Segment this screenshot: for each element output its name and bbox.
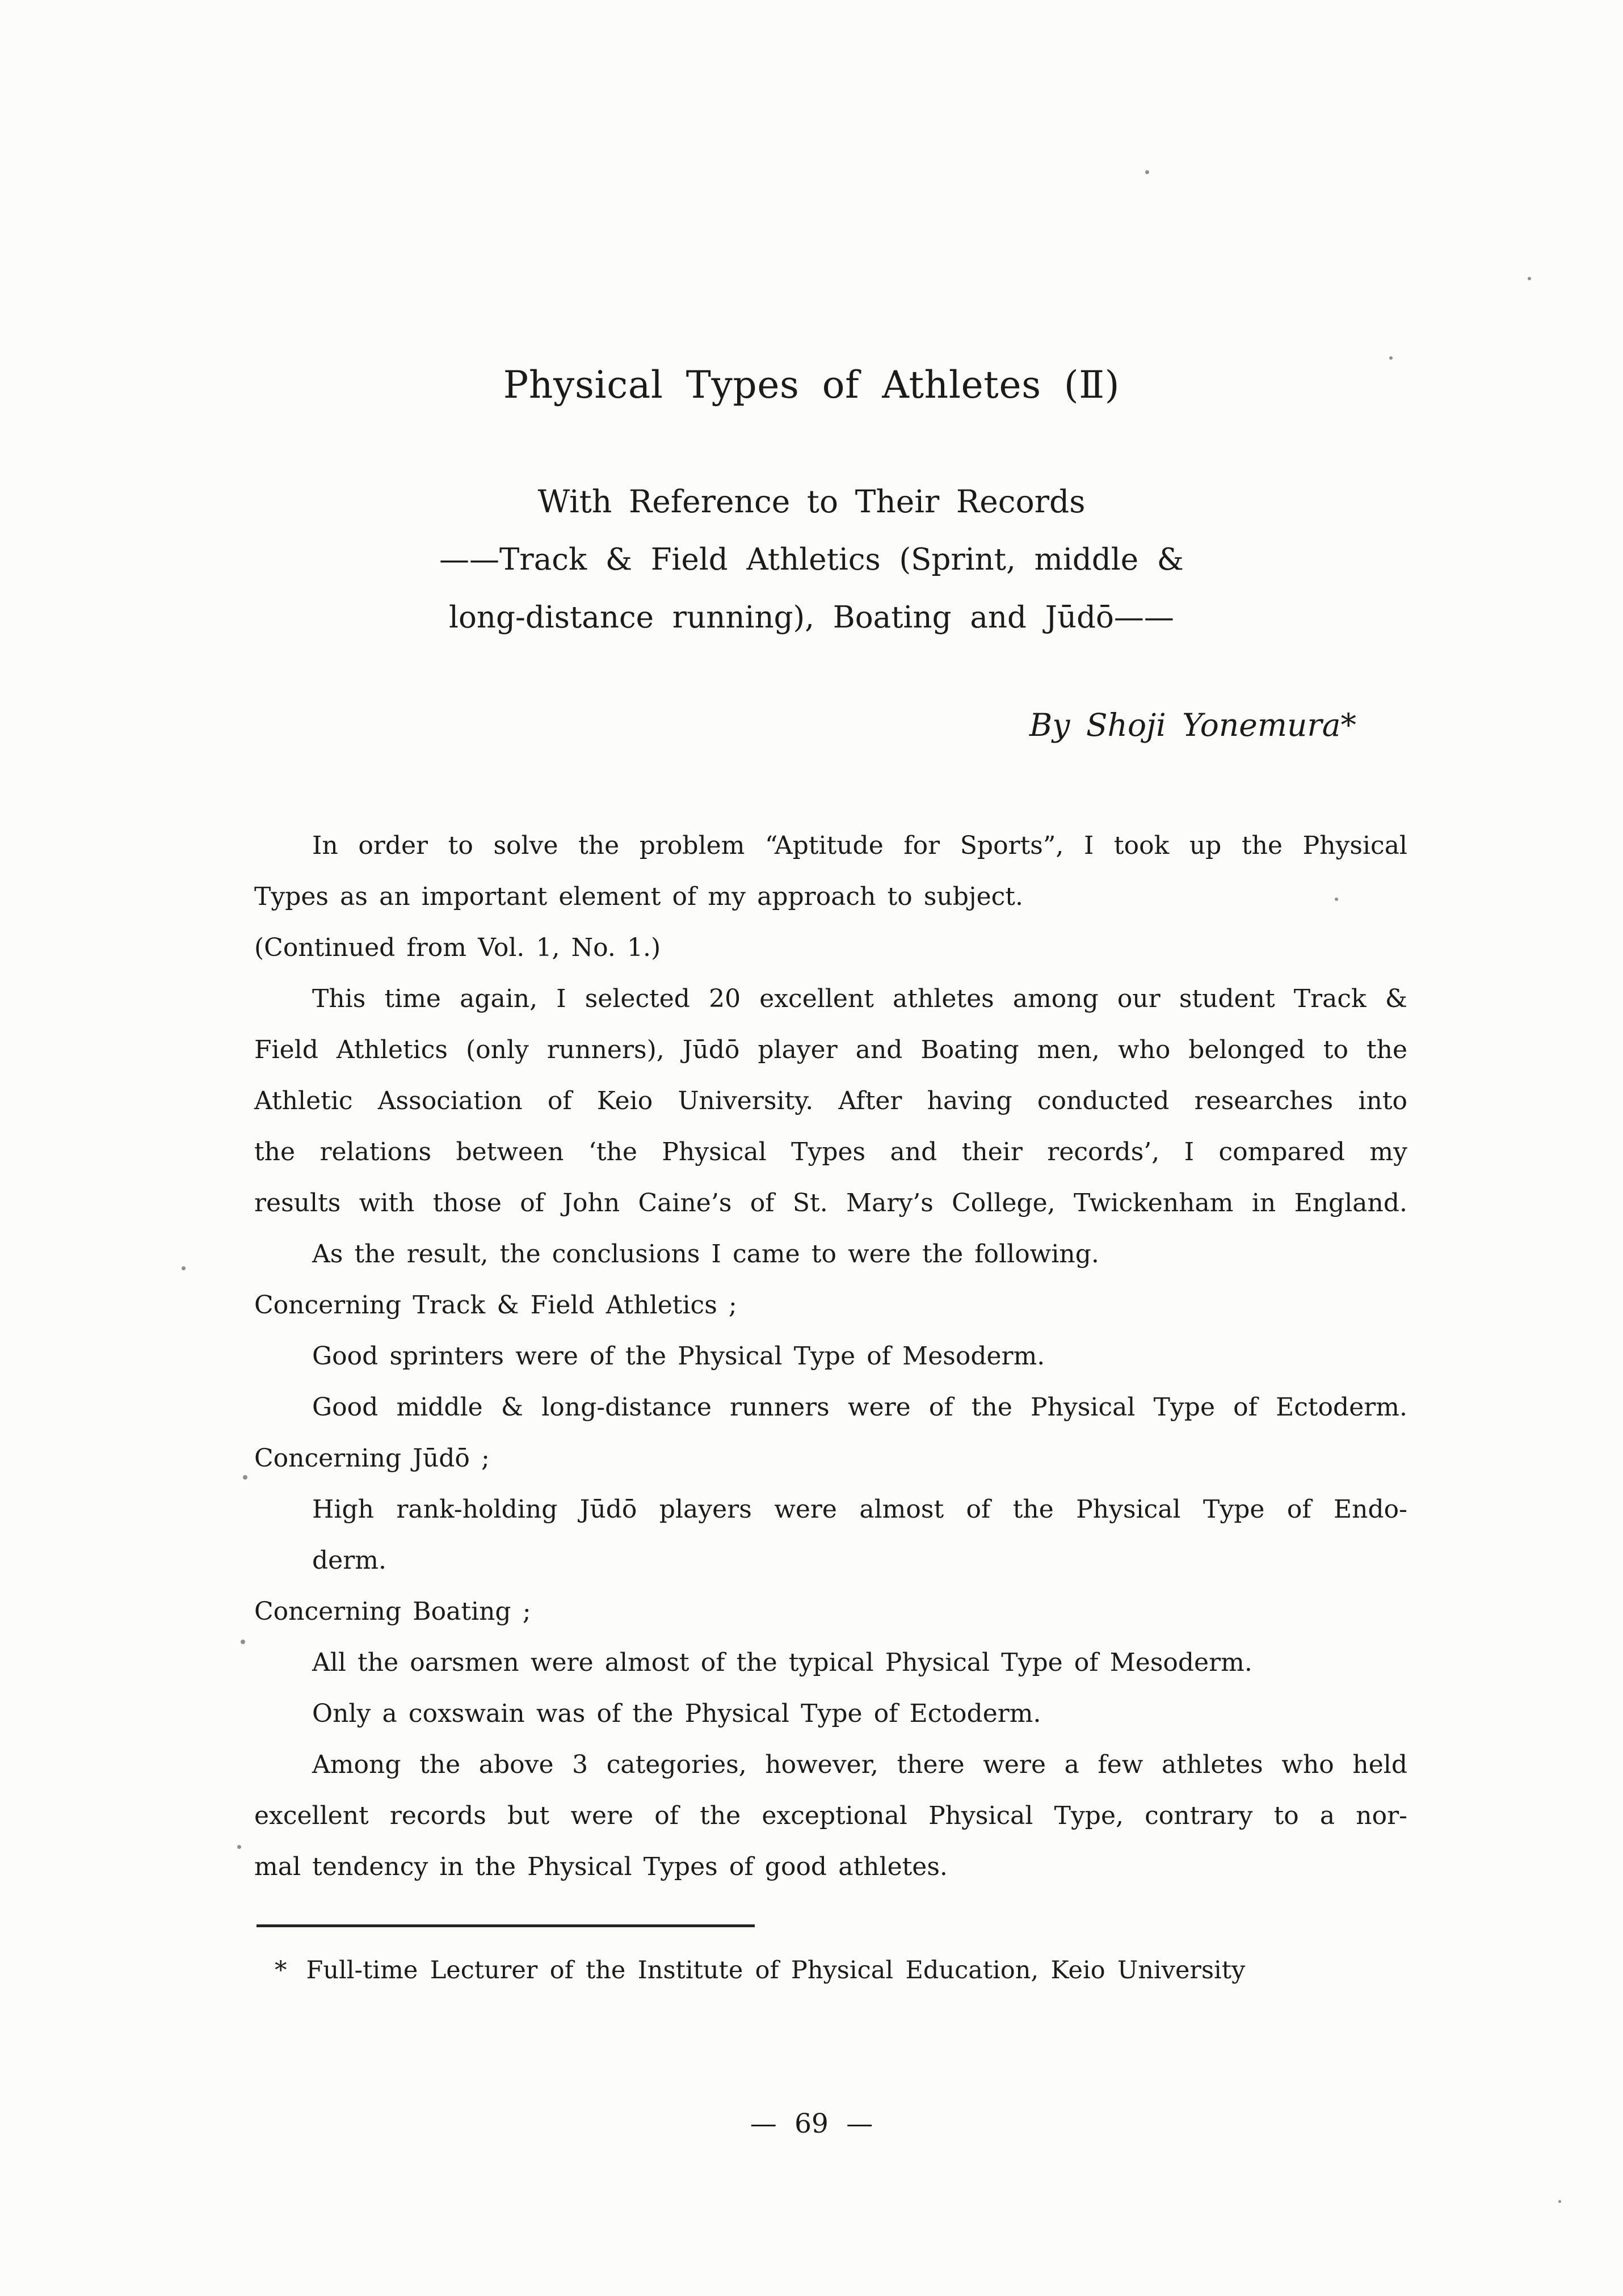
scan-speck [182,1266,186,1270]
body-line: (Continued from Vol. 1, No. 1.) [254,933,661,962]
body-line: High rank-holding Jūdō players were almost of the Physical Type of Endo- [312,1495,1407,1524]
author-byline: By Shoji Yonemura* [1029,707,1356,743]
body-line: results with those of John Caine’s of St. Mary’s College, Twickenham in England. [254,1189,1407,1217]
scan-speck [1335,898,1338,901]
body-line: Concerning Boating ; [254,1597,531,1626]
page-subtitle: With Reference to Their Records [537,483,1086,520]
footnote-divider [257,1924,755,1927]
body-line: Field Athletics (only runners), Jūdō player and Boating men, who belonged to the [254,1035,1407,1064]
body-line: Concerning Jūdō ; [254,1444,490,1473]
scan-speck [1528,277,1531,280]
body-line: In order to solve the problem “Aptitude for Sports”, I took up the Physical [312,831,1407,860]
footnote-text: Full-time Lecturer of the Institute of Physical Education, Keio University [306,1956,1246,1985]
footnote [275,1956,1245,1985]
subtitle-topics-line-1: ——Track & Field Athletics (Sprint, middle & [439,542,1184,577]
body-line: Good middle & long-distance runners were of the Physical Type of Ectoderm. [312,1393,1407,1422]
body-line: Types as an important element of my approach to subject. [254,882,1023,911]
subtitle-topics-line-2: long-distance running), Boating and Jūdō—— [449,600,1174,635]
body-line: mal tendency in the Physical Types of good athletes. [254,1852,948,1881]
scan-speck [243,1475,247,1480]
body-line: Good sprinters were of the Physical Type of Mesoderm. [312,1342,1045,1371]
body-line: As the result, the conclusions I came to were the following. [312,1240,1099,1269]
scan-speck [241,1640,245,1644]
body-line: Only a coxswain was of the Physical Type of Ectoderm. [312,1699,1041,1728]
scan-speck [1389,356,1393,360]
body-line: the relations between ‘the Physical Types and their records’, I compared my [254,1138,1407,1166]
body-line: excellent records but were of the exceptional Physical Type, contrary to a nor- [254,1801,1407,1830]
scan-speck [1145,170,1149,174]
scan-speck [237,1845,241,1849]
body-line: This time again, I selected 20 excellent athletes among our student Track & [312,984,1407,1013]
footnote-marker: * [275,1956,287,1985]
scan-speck [1558,2200,1561,2203]
body-line: All the oarsmen were almost of the typical Physical Type of Mesoderm. [312,1648,1252,1677]
body-line: Concerning Track & Field Athletics ; [254,1291,737,1320]
body-line: Among the above 3 categories, however, there were a few athletes who held [312,1750,1407,1779]
page-title: Physical Types of Athletes (Ⅱ) [503,363,1120,407]
body-line: Athletic Association of Keio University. After having conducted researches into [254,1086,1407,1115]
page-number: — 69 — [750,2108,873,2139]
body-line: derm. [312,1546,386,1575]
article-body [254,820,1407,1893]
